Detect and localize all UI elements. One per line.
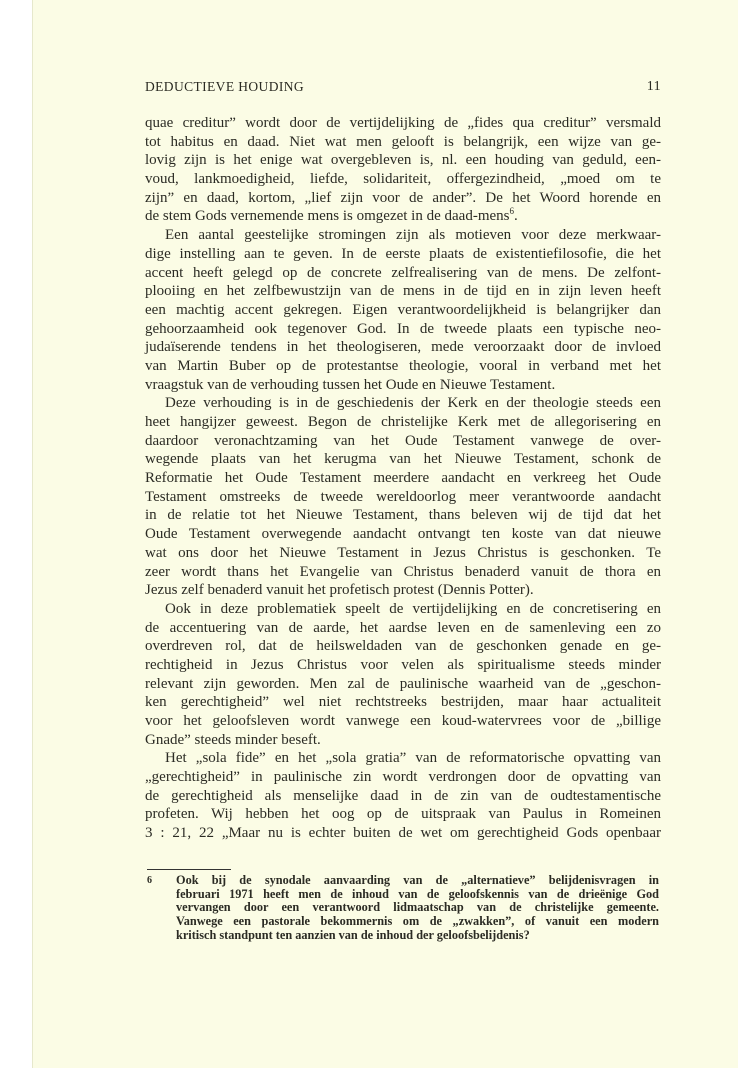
text-line: Het „sola fide” en het „sola gratia” van de reformatorische opvatting van xyxy=(165,750,661,767)
text-line: de stem Gods vernemende mens is omgezet in de daad-mens$^6$. xyxy=(145,206,518,225)
text-line: wat ons door het Nieuwe Testament in Jezus Christus is geschonken. Te xyxy=(145,544,661,561)
footnote-line: Vanwege een pastorale bekommernis om de „zwakken”, of vanuit een modern xyxy=(176,914,659,929)
running-title: DEDUCTIEVE HOUDING xyxy=(145,79,305,94)
text-line: Reformatie het Oude Testament meerdere aandacht en verkreeg het Oude xyxy=(145,470,661,487)
text-line: rechtigheid in Jezus Christus voor velen als spiritualisme steeds minder xyxy=(145,656,661,673)
text-line: daardoor veronachtzaming van het Oude Testament vanwege de over- xyxy=(145,432,661,449)
text-line: de accentuering van de aarde, het aardse leven en de samenleving een zo xyxy=(145,619,661,636)
footnote-text xyxy=(176,874,659,942)
paragraph xyxy=(145,114,661,226)
footnote-line: vervangen door een verantwoord lidmaatschap van de christelijke gemeente. xyxy=(176,900,659,915)
text-line: accent heeft gelegd op de concrete zelfrealisering van de mens. De zelfont- xyxy=(145,264,661,281)
footnote-line: februari 1971 heeft men de inhoud van de geloofskennis van de drieënige God xyxy=(176,886,659,901)
text-line: zeer wordt thans het Evangelie van Christus benaderd vanuit de thora en xyxy=(145,563,661,580)
text-line: gehoorzaamheid ook tegenover God. In de tweede plaats een typische neo- xyxy=(145,320,661,337)
text-line: heet hangijzer geweest. Begon de christelijke Kerk met de allegorisering en xyxy=(145,414,661,430)
text-line: Oude Testament overwegende aandacht ontvangt ten koste van dat nieuwe xyxy=(145,526,661,543)
text-line: ken gerechtigheid” wel niet rechtstreeks bestrijden, maar haar actualiteit xyxy=(145,694,661,711)
footnote-reference[interactable]: 6 xyxy=(509,206,514,217)
text-line: Ook in deze problematiek speelt de vertijdelijking en de concretisering en xyxy=(165,600,661,617)
text-line: Een aantal geestelijke stromingen zijn als motieven voor deze merkwaar- xyxy=(165,227,661,244)
text-line: lovig zijn is het enige wat overgebleven is, nl. een houding van geduld, een- xyxy=(145,152,661,169)
text-line: Jezus zelf benaderd vanuit het profetisch protest (Dennis Potter). xyxy=(145,582,534,599)
text-line: vraagstuk van de verhouding tussen het Oude en Nieuwe Testament. xyxy=(145,376,556,393)
text-line: voud, lankmoedigheid, liefde, solidariteit, offergezindheid, „moed om te xyxy=(145,171,661,188)
footnote-line: Ook bij de synodale aanvaarding van de „alternatieve” belijdenisvragen in xyxy=(176,873,659,887)
text-line: judaïserende tendens in het theologiseren, mede veroorzaakt door de invloed xyxy=(145,339,661,356)
text-line: in de relatie tot het Nieuwe Testament, thans beleven wij de tijd dat het xyxy=(145,507,661,524)
text-line: van Martin Buber op de protestantse theologie, vooral in verband met het xyxy=(145,357,661,374)
text-line: relevant zijn geworden. Men zal de paulinische waarheid van de „geschon- xyxy=(145,675,661,692)
text-line: Gnade” steeds minder beseft. xyxy=(145,731,321,748)
page-number: 11 xyxy=(646,79,661,94)
text-line: voor het geloofsleven wordt vanwege een koud-watervrees voor de „billige xyxy=(145,713,661,729)
text-line: overdreven rol, dat de heilsweldaden van de geschonken genade en ge- xyxy=(145,638,661,655)
text-line: plooiing en het zelfbewustzijn van de mens in de tijd en in zijn leven heeft xyxy=(145,283,661,300)
text-line: tot habitus en daad. Niet wat men gelooft is belangrijk, een wijze van ge- xyxy=(145,133,661,150)
text-line: de gerechtigheid als menselijke daad in de zin van de oudtestamentische xyxy=(145,787,661,804)
text-line: een machtig accent gekregen. Eigen verantwoordelijkheid is belangrijker dan xyxy=(145,301,661,318)
text-line: Testament omstreeks de tweede wereldoorlog meer verantwoorde aandacht xyxy=(145,488,661,505)
paragraph xyxy=(145,226,661,394)
footnote xyxy=(147,874,659,942)
footnote-line: kritisch standpunt ten aanzien van de inhoud der geloofsbelijdenis? xyxy=(176,927,530,942)
book-page xyxy=(32,0,738,1068)
running-header xyxy=(145,79,661,97)
text-line: Deze verhouding is in de geschiedenis der Kerk en der theologie steeds een xyxy=(165,395,661,412)
footnote-number: 6 xyxy=(147,875,152,886)
footnote-rule xyxy=(147,869,231,870)
body-text xyxy=(145,114,661,843)
text-line: 3 : 21, 22 „Maar nu is echter buiten de wet om gerechtigheid Gods openbaar xyxy=(145,825,661,842)
text-line: dige instelling aan te geven. In de eerste plaats de existentiefilosofie, die het xyxy=(145,245,661,262)
paragraph xyxy=(145,394,661,600)
sentence-end: . xyxy=(513,208,518,225)
text-line: quae creditur” wordt door de vertijdelijking de „fides qua creditur” versmald xyxy=(145,115,661,131)
text-line: „gerechtigheid” in paulinische zin wordt verdrongen door de opvatting van xyxy=(145,769,661,786)
paragraph xyxy=(145,600,661,750)
text-line: profeten. Wij hebben het oog op de uitspraak van Paulus in Romeinen xyxy=(145,806,661,823)
text-line: wegende plaats van het kerugma van het Nieuwe Testament, schonk de xyxy=(145,451,661,468)
text-line: zijn” en daad, kortom, „lief zijn voor de ander”. De het Woord horende en xyxy=(145,189,661,206)
paragraph xyxy=(145,749,661,842)
